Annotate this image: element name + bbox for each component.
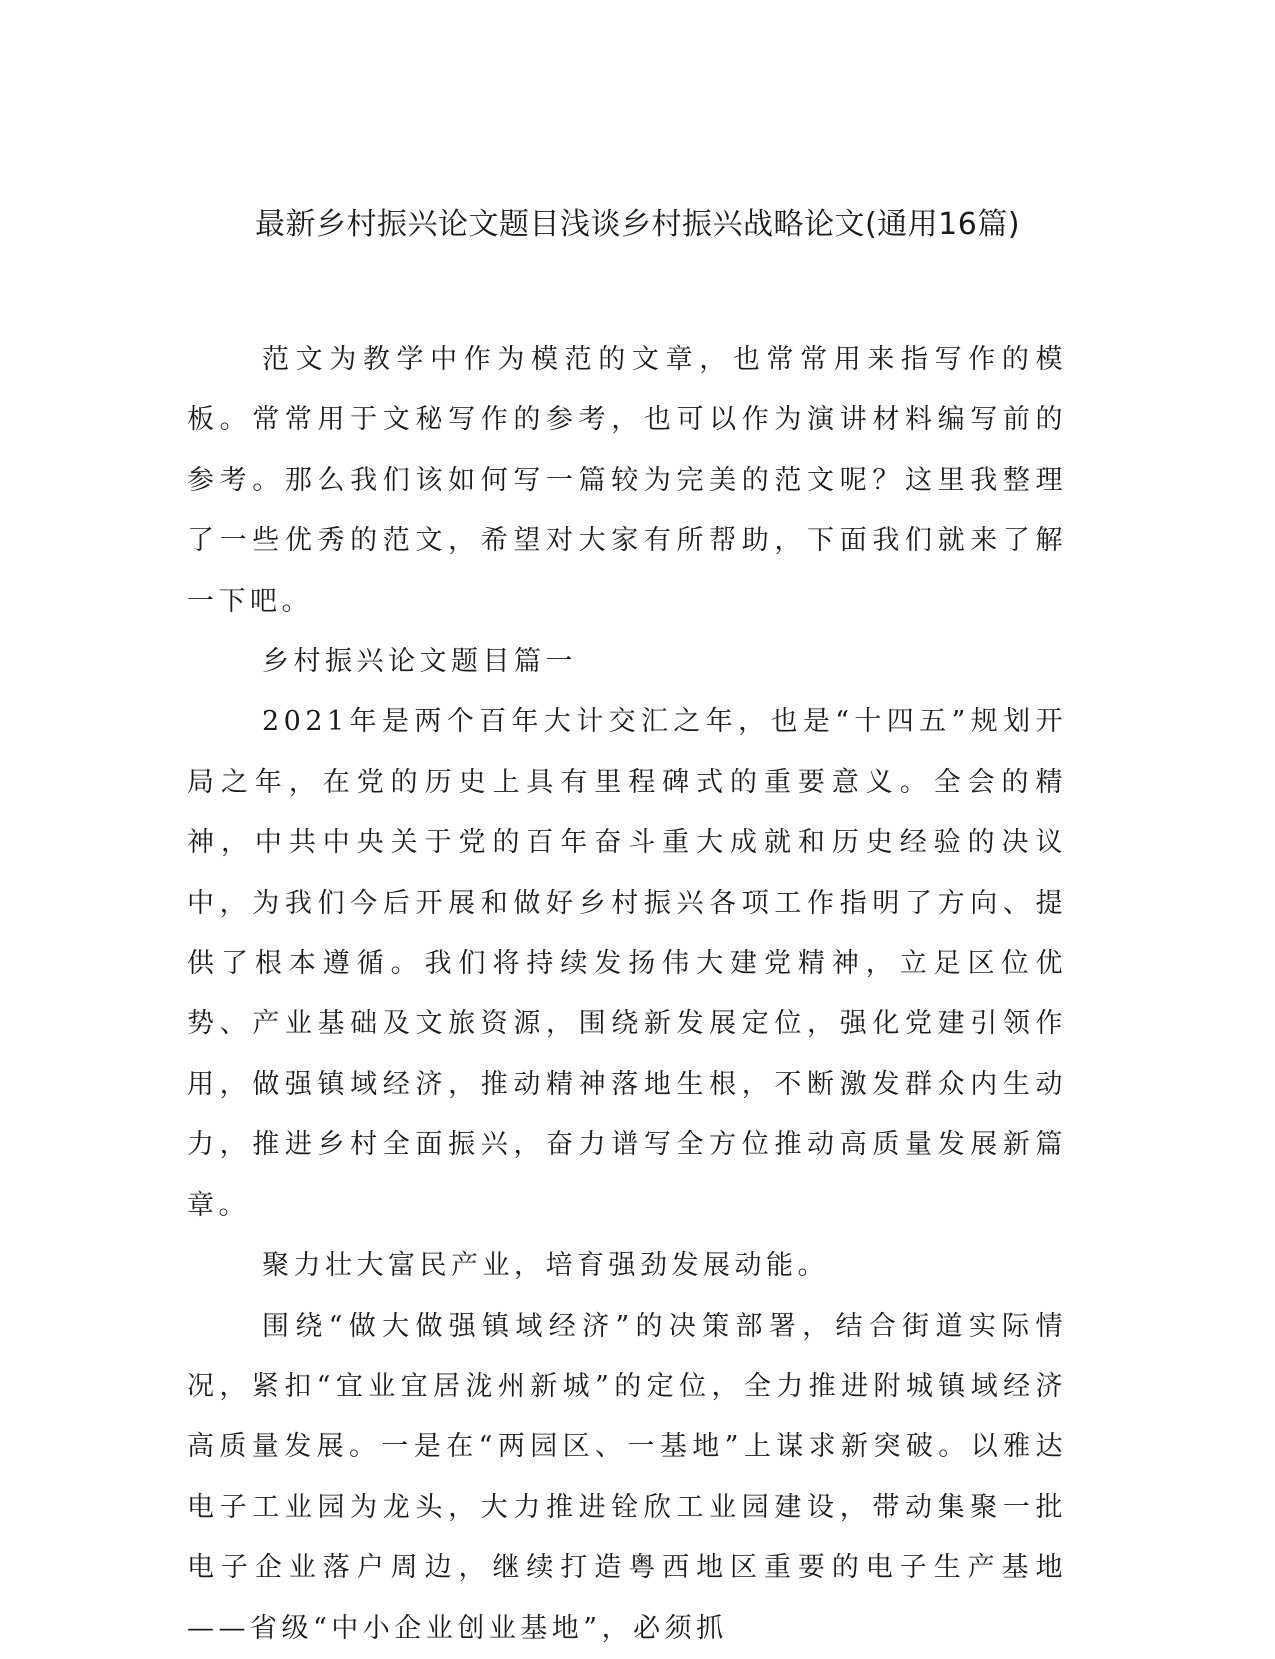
document-body <box>187 330 1067 1659</box>
subheading: 聚力壮大富民产业，培育强劲发展动能。 <box>262 1250 829 1282</box>
paragraph-intro: 范文为教学中作为模范的文章，也常常用来指写作的模板。常常用于文秘写作的参考，也可以作为演讲材料编写前的参考。那么我们该如何写一篇较为完美的范文呢？这里我整理了一些优秀的范文，希望对大家有所帮助，下面我们就来了解一下吧。 <box>187 344 1067 617</box>
document-title: 最新乡村振兴论文题目浅谈乡村振兴战略论文(通用16篇) <box>254 207 1021 242</box>
section-heading: 乡村振兴论文题目篇一 <box>262 646 577 678</box>
paragraph-background: 2021年是两个百年大计交汇之年，也是“十四五”规划开局之年，在党的历史上具有里程碑式的重要意义。全会的精神，中共中央关于党的百年奋斗重大成就和历史经验的决议中，为我们今后开展和做好乡村振兴各项工作指明了方向、提供了根本遵循。我们将持续发扬伟大建党精神，立足区位优势、产业基础及文旅资源，围绕新发展定位，强化党建引领作用，做强镇域经济，推动精神落地生根，不断激发群众内生动力，推进乡村全面振兴，奋力谱写全方位推动高质量发展新篇章。 <box>187 706 1067 1221</box>
paragraph-economy: 围绕“做大做强镇域经济”的决策部署，结合街道实际情况，紧扣“宜业宜居泷州新城”的定位，全力推进附城镇域经济高质量发展。一是在“两园区、一基地”上谋求新突破。以雅达电子工业园为龙头，大力推进铨欣工业园建设，带动集聚一批电子企业落户周边，继续打造粤西地区重要的电子生产基地——省级“中小企业创业基地”，必须抓 <box>187 1310 1067 1644</box>
